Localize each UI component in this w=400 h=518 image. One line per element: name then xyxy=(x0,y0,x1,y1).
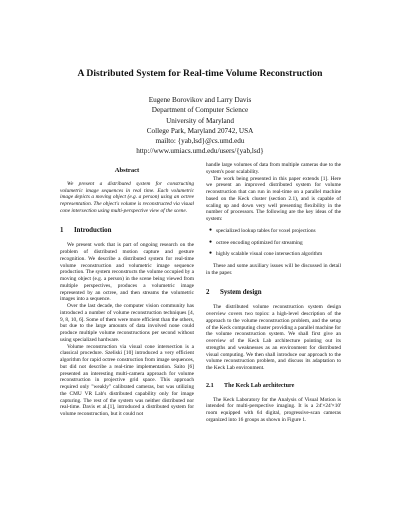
section-title: Introduction xyxy=(74,226,112,234)
abstract-heading: Abstract xyxy=(114,167,140,174)
list-item: ● octree encoding optimized for streaming xyxy=(209,239,303,246)
author-names: Eugene Borovikov and Larry Davis xyxy=(148,96,252,104)
introduction-paragraph-4: The work being presented in this paper extends [1]. Here we present an improved distributed system for volume reconstruction that can run in real-time on a parallel machine based on the Keck cluster (section 2.1), and is capable of scaling up and down very well presenting flexibility in the number of processors. The following are the key ideas of the system: xyxy=(206,175,341,222)
list-item: ● highly scalable visual cone intersection algorithm xyxy=(209,251,323,258)
bullet-icon: ● xyxy=(209,227,213,233)
subsection-number: 2.1 xyxy=(206,382,214,389)
paper-title: A Distributed System for Real-time Volume Reconstruction xyxy=(77,68,323,79)
abstract-text: We present a distributed system for constructing volumetric image sequences in real time. Each volumetric image depicts a moving object (e.g. a person) using an octree representation. The object's volume is reconstructed via visual cone intersection using multi-perspective view of the scene. xyxy=(60,180,194,214)
introduction-continuation: handle large volumes of data from multiple cameras due to the system's poor scalability. xyxy=(206,162,341,175)
author-url: http://www.umiacs.umd.edu/users/{yab,lsd} xyxy=(136,147,264,156)
subsection-title: The Keck Lab architecture xyxy=(224,382,295,389)
right-column xyxy=(206,162,341,424)
section-number: 2 xyxy=(206,288,210,296)
author-block xyxy=(0,95,400,157)
author-university: University of Maryland xyxy=(166,116,234,125)
bullet-icon: ● xyxy=(209,251,213,257)
introduction-paragraph-5: These and some auxiliary issues will be discussed in detail in the paper. xyxy=(206,263,341,276)
section-number: 1 xyxy=(60,226,64,234)
list-item: ● specialized lookup tables for voxel projections xyxy=(209,227,316,234)
section-title: System design xyxy=(220,288,262,296)
section-heading-introduction xyxy=(60,228,194,235)
author-email: mailto: {yab,lsd}@cs.umd.edu xyxy=(155,137,245,146)
system-design-paragraph: The distributed volume reconstruction system design overview covers two topics: a high-level description of the approach to the volume reconstruction problem, and the setup of the Keck computing cluster providing a parallel machine for the volume reconstruction system. We shall first give an overview of the Keck Lab architecture pointing out its strengths and weaknesses as an environment for distributed visual computing. We then shall introduce our approach to the volume reconstruction problem, and discuss its adaptation to the Keck Lab environment. xyxy=(206,304,341,371)
keck-lab-paragraph: The Keck Laboratory for the Analysis of Visual Motion is intended for multi-perspective imaging. It is a 24'×24'×10' room equipped with 64 digital, progressive-scan cameras organized into 16 groups as shown in Figure 1. xyxy=(206,396,341,423)
bullet-icon: ● xyxy=(209,239,213,245)
key-ideas-list xyxy=(206,228,341,258)
introduction-paragraph-1: We present work that is part of ongoing research on the problem of distributed motion capture and gesture recognition. We describe a distributed system for real-time volume reconstruction and volumetric image sequence production. The system reconstructs the volume occupied by a moving object (e.g. a person) in the scene being viewed from multiple perspectives, produces a volumetric image represented by an octree, and then streams the volumetric images into a sequence. xyxy=(60,242,194,303)
introduction-paragraph-2: Over the last decade, the computer vision community has introduced a number of volume reconstruction techniques [4, 9, 8, 10, 6]. Some of them were more efficient than the others, but due to the large amounts of data involved none could produce multiple volume reconstructions per second without using specialized hardware. xyxy=(60,303,194,343)
section-heading-system-design xyxy=(206,290,341,297)
subsection-heading-keck-lab xyxy=(206,383,341,390)
author-address: College Park, Maryland 20742, USA xyxy=(146,126,254,135)
introduction-paragraph-3: Volume reconstruction via visual cone intersection is a classical procedure. Szeliski [10] introduced a very efficient algorithm for rapid octree construction from image sequences, but did not describe a real-time implementation. Saito [6] presented an interesting multi-camera approach for volume reconstruction in projective grid space. This approach required only "weakly" calibrated cameras, but was utilizing the CMU VR Lab's distributed capability only for image capturing. The rest of the system was neither distributed nor real-time. Davis et al.[1], introduced a distributed system for volume reconstruction, but it could not xyxy=(60,343,194,417)
author-department: Department of Computer Science xyxy=(151,106,249,115)
left-column xyxy=(60,168,194,418)
